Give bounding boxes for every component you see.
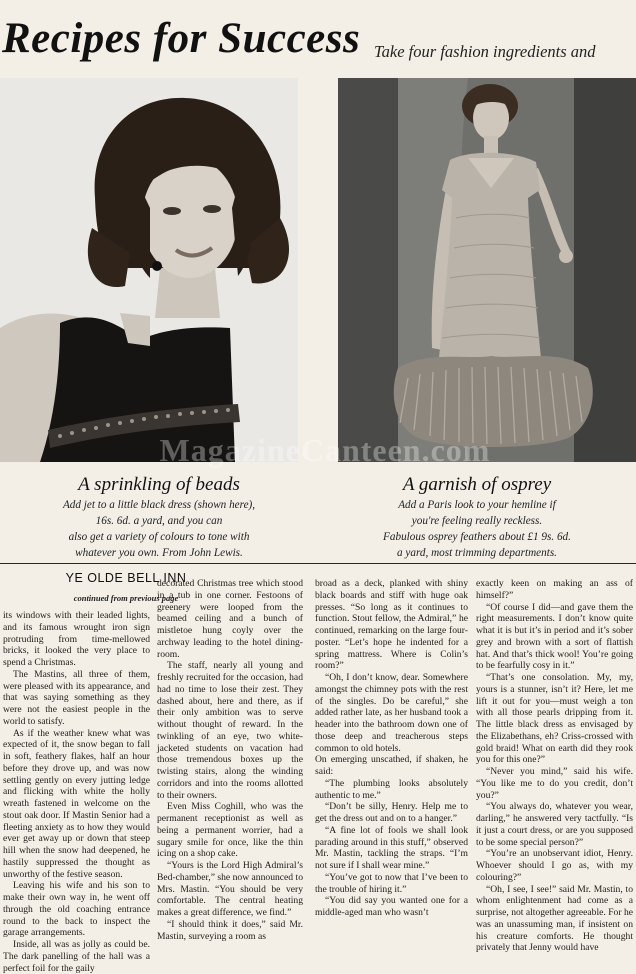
caption-line: whatever you own. From John Lewis. <box>75 547 243 559</box>
story-paragraph: “Oh, I see, I see!” said Mr. Mastin, to whom enlightenment had come as a surprise, not altogether agreeable. For he was an unassuming man, if insistent on his creature comforts. He thought privately that Jenny would have <box>476 883 633 954</box>
caption-heading-left: A sprinkling of beads <box>78 474 240 495</box>
story-paragraph: “The plumbing looks absolutely authentic to me.” <box>315 777 468 801</box>
story-paragraph: “You’re an unobservant idiot, Henry. Whoever should I go as, with my colouring?” <box>476 848 633 883</box>
story-paragraph: “Of course I did—and gave them the right measurements. I don’t know quite what it is but it’s in period and it’s sober grey and brown with a sort of flattish hat. And that’s thick wool! You’re going to be fearfully cosy in it.” <box>476 601 633 672</box>
caption-body-left <box>0 497 318 561</box>
photo-osprey-dress-illustration <box>338 78 636 462</box>
story-column-3 <box>315 578 468 918</box>
page-header <box>0 0 636 78</box>
caption-heading-right: A garnish of osprey <box>402 474 552 495</box>
story-paragraph: “Oh, I don’t know, dear. Somewhere amongst the chimney pots with the rest of the singles. Do be careful,” she added rather late, as her husband took a header into the bathroom down one of those deep and treacherous steps common to old hotels. <box>315 672 468 754</box>
story-column-2 <box>157 578 303 942</box>
story-paragraph: “Never you mind,” said his wife. “You like me to do you credit, don’t you?” <box>476 766 633 801</box>
story-paragraph: The Mastins, all three of them, were pleased with its appearance, and that was saying something as they were not the easiest people in the world to satisfy. <box>3 668 150 727</box>
story-paragraph: broad as a deck, planked with shiny black boards and stiff with huge oak presses. “So long as it continues to function. Stout fellow, the Admiral,” he continued, remarking on the large four-poster. “Let’s hope he indented for a spring mattress. Where is Colin’s room?” <box>315 578 468 672</box>
page-title: Recipes for Success <box>2 15 361 62</box>
story-paragraph: As if the weather knew what was expected of it, the snow began to fall in soft, feathery flakes, half an hour before they drove up, and was now settling gently on every jutting ledge and flicking with white the holly wreath fastened in welcome on the stout oak door. If Mastin Senior had a fleeting anxiety as to how they would ever get away up or down that steep hill when the snow had deepened, he hastily suppressed the thought as unworthy of the festive season. <box>3 727 150 880</box>
story-paragraph: The staff, nearly all young and freshly recruited for the occasion, had had no time to lose their zest. They dashed about, here and there, as if their only ambition was to serve without thought of reward. In the twinkling of an eye, two white-jacketed students on vacation had those tremendous boxes up the twisting stairs, along the winding corridors and into the rooms allotted to their owners. <box>157 660 303 801</box>
story-paragraph: “You’ve got to now that I’ve been to the trouble of hiring it.” <box>315 871 468 895</box>
caption-line: Add a Paris look to your hemline if <box>398 499 556 511</box>
caption-line: 16s. 6d. a yard, and you can <box>95 515 223 527</box>
watermark: MagazineCanteen.com <box>159 432 491 468</box>
story-column-4 <box>476 578 633 954</box>
story-paragraph: decorated Christmas tree which stood in a tub in one corner. Festoons of greenery were looped from the beamed ceiling and a bunch of mistletoe hung coyly over the archway leading to the hotel dining-room. <box>157 578 303 660</box>
page-subtitle: Take four fashion ingredients and <box>374 42 596 61</box>
caption-line: a yard, most trimming departments. <box>397 547 557 559</box>
story-paragraph: On emerging unscathed, if shaken, he said: <box>315 754 468 777</box>
caption-line: Add jet to a little black dress (shown here), <box>62 499 256 511</box>
story-paragraph: “I should think it does,” said Mr. Mastin, surveying a room as <box>157 918 303 942</box>
story-paragraph: “You did say you wanted one for a middle-aged man who wasn’t <box>315 895 468 918</box>
story-title: YE OLDE BELL INN <box>65 571 187 585</box>
section-divider <box>0 563 636 564</box>
story-paragraph: “A fine lot of fools we shall look parading around in this stuff,” observed Mr. Mastin, tackling the straps. “I’m not sure if I shall wear mine.” <box>315 824 468 871</box>
story-paragraph: Inside, all was as jolly as could be. The dark panelling of the hall was a perfect foil for the gaily <box>3 939 150 974</box>
caption-line: also get a variety of colours to tone with <box>68 531 250 543</box>
photo-beaded-dress <box>0 78 298 462</box>
caption-body-right <box>318 497 636 561</box>
story-paragraph: “Yours is the Lord High Admiral’s Bed-chamber,” she now announced to Mrs. Mastin. “You should be very comfortable. The central heating makes a great difference, we find.” <box>157 860 303 918</box>
photo-osprey-dress <box>338 78 636 462</box>
caption-line: Fabulous osprey feathers about £1 9s. 6d. <box>383 531 571 543</box>
story-column-1 <box>3 610 150 974</box>
caption-line: you're feeling really reckless. <box>411 515 543 527</box>
photo-beaded-dress-illustration <box>0 78 298 462</box>
story-paragraph: “Don’t be silly, Henry. Help me to get the dress out and on to a hanger.” <box>315 801 468 824</box>
story-paragraph: exactly keen on making an ass of himself?” <box>476 578 633 601</box>
story-continued-note: continued from previous page <box>73 593 179 603</box>
story-paragraph: Even Miss Coghill, who was the permanent receptionist as well as being a permanent worrier, had a sugary smile for once, like the thin icing on a shop cake. <box>157 801 303 860</box>
story-paragraph: “That’s one consolation. My, my, yours is a stunner, isn’t it? Here, let me lift it out for you—must weigh a ton with all those pearls dripping from it. The little black dress as envisaged by the Elizabethans, eh? Criss-crossed with gold braid! What on earth did they rook you for this one?” <box>476 672 633 766</box>
story-paragraph: its windows with their leaded lights, and its famous wrought iron sign protruding from time-mellowed bricks, it looked the very place to spend a Christmas. <box>3 610 150 668</box>
story-paragraph: Leaving his wife and his son to make their own way in, he went off through the old coaching entrance round to the back to inspect the garage arrangements. <box>3 880 150 939</box>
story-paragraph: “You always do, whatever you wear, darling,” he answered very tactfully. “Is it just a court dress, or are you supposed to be some special person?” <box>476 801 633 848</box>
